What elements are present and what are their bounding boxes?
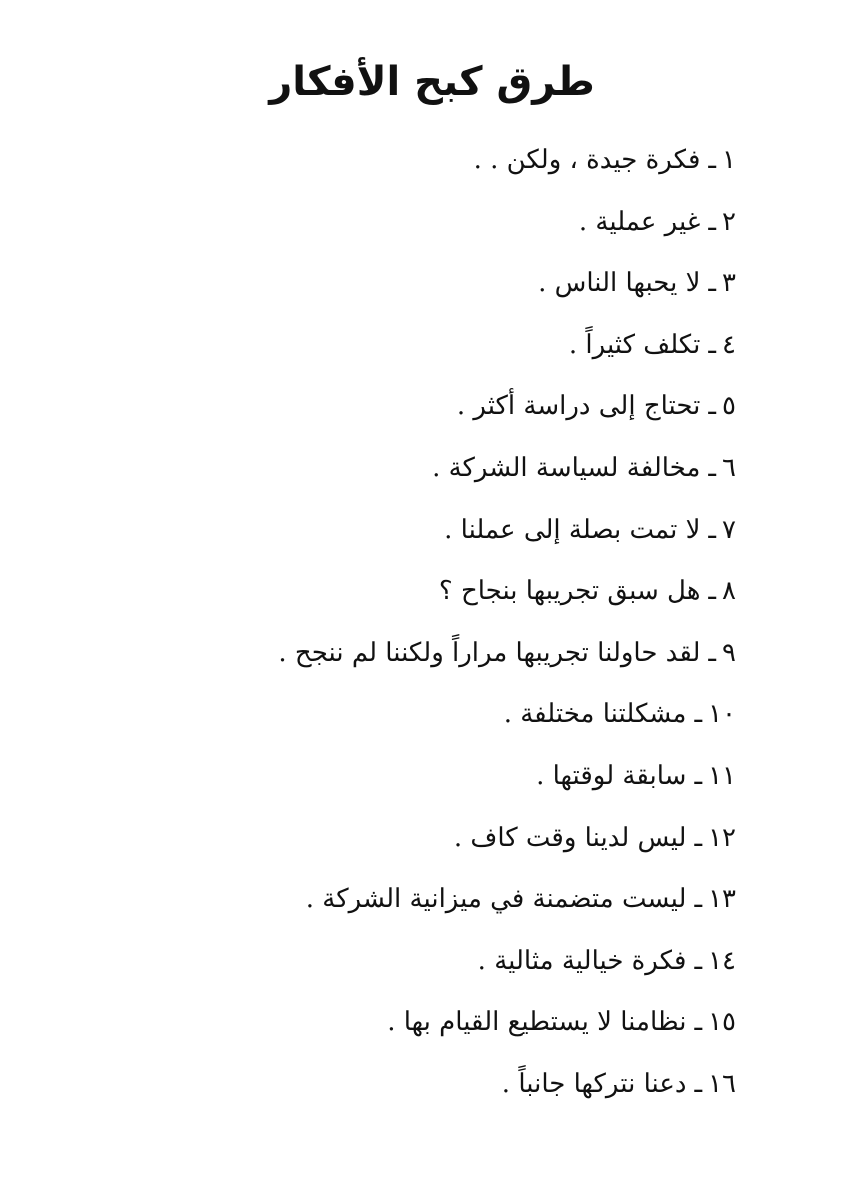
list-item (76, 808, 736, 870)
item-text: سابقة لوقتها . (536, 760, 687, 791)
item-separator: ـ (694, 1068, 703, 1099)
item-separator: ـ (694, 699, 703, 730)
item-separator: ـ (708, 206, 717, 237)
item-number: ١٠ (708, 699, 736, 730)
item-separator: ـ (694, 1007, 703, 1038)
item-number: ١٣ (708, 884, 736, 915)
item-separator: ـ (708, 145, 717, 175)
list-item (76, 869, 736, 931)
list-item (76, 376, 736, 438)
item-separator: ـ (694, 884, 703, 915)
item-number: ١٤ (708, 945, 736, 976)
list-item (76, 561, 736, 623)
item-text: لا تمت بصلة إلى عملنا . (444, 514, 701, 545)
item-number: ١١ (708, 760, 736, 791)
item-text: فكرة خيالية مثالية . (477, 945, 687, 976)
item-separator: ـ (708, 268, 717, 299)
item-number: ٨ (722, 576, 736, 607)
list-item (76, 192, 736, 254)
item-text: فكرة جيدة ، ولكن . . (473, 145, 701, 175)
item-number: ٥ (722, 391, 736, 422)
item-text: تكلف كثيراً . (568, 329, 701, 360)
item-text: لا يحبها الناس . (538, 268, 701, 299)
item-separator: ـ (694, 760, 703, 791)
list-item (76, 684, 736, 746)
item-number: ٦ (722, 452, 736, 483)
item-separator: ـ (708, 514, 717, 545)
item-number: ١٢ (708, 822, 736, 853)
item-number: ١٥ (708, 1007, 736, 1038)
item-separator: ـ (708, 391, 717, 422)
list-item (76, 1054, 736, 1116)
list-item (76, 315, 736, 377)
item-text: غير عملية . (578, 206, 701, 237)
item-text: هل سبق تجريبها بنجاح ؟ (438, 576, 701, 607)
item-separator: ـ (708, 452, 717, 483)
item-number: ٩ (722, 637, 736, 668)
item-separator: ـ (708, 329, 717, 360)
item-text: نظامنا لا يستطيع القيام بها . (387, 1007, 687, 1038)
item-text: دعنا نتركها جانباً . (501, 1068, 687, 1099)
item-number: ٧ (722, 514, 736, 545)
list-item (76, 931, 736, 993)
list-item (76, 438, 736, 500)
list-item (76, 623, 736, 685)
item-text: تحتاج إلى دراسة أكثر . (456, 391, 701, 422)
item-number: ١٦ (708, 1068, 736, 1099)
list-item (76, 500, 736, 562)
item-separator: ـ (708, 637, 717, 668)
list-item (76, 992, 736, 1054)
item-text: مشكلتنا مختلفة . (503, 699, 687, 730)
item-separator: ـ (694, 945, 703, 976)
item-number: ٣ (722, 268, 736, 299)
item-text: لقد حاولنا تجريبها مراراً ولكننا لم ننجح . (278, 637, 701, 668)
item-text: ليست متضمنة في ميزانية الشركة . (305, 884, 687, 915)
item-separator: ـ (708, 576, 717, 607)
item-text: ليس لدينا وقت كاف . (453, 822, 687, 853)
page-title: طرق كبح الأفكار (269, 59, 595, 105)
item-number: ١ (722, 145, 736, 175)
item-number: ٢ (722, 206, 736, 237)
item-separator: ـ (694, 822, 703, 853)
item-number: ٤ (722, 329, 736, 360)
ideas-list (76, 130, 736, 1116)
list-item (76, 253, 736, 315)
list-item (76, 130, 736, 192)
list-item (76, 746, 736, 808)
item-text: مخالفة لسياسة الشركة . (432, 452, 701, 483)
